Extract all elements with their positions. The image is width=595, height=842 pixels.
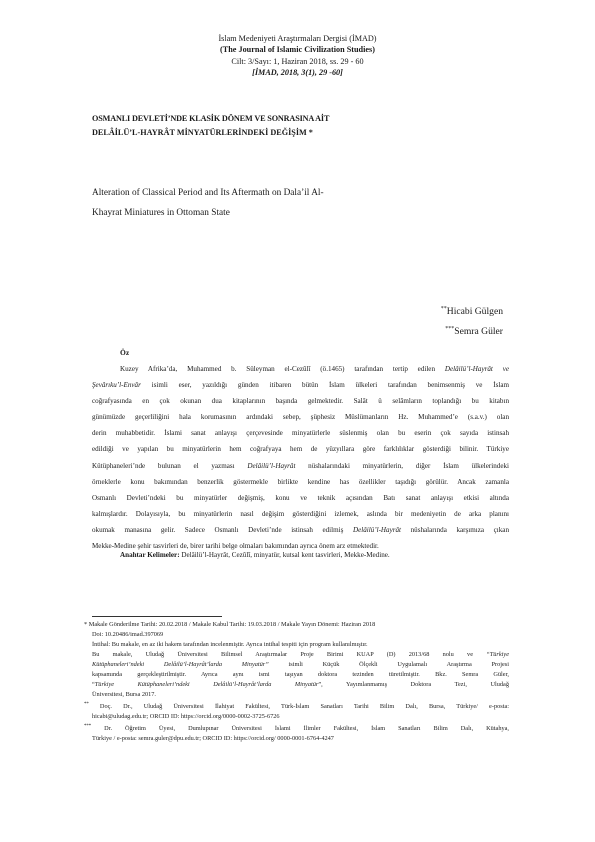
abstract-heading: Öz bbox=[120, 348, 130, 357]
footnote-project bbox=[84, 650, 509, 660]
abstract-line: kalmışlardır. Dolayısıyla, bu minyatürlerin nasıl değişim gösterdiğini izlemek, aslında bir medeniyetin de arka planını bbox=[92, 509, 509, 518]
footnote-text: isimli Küçük Ölçekli Uygulamalı Araştırma Projesi bbox=[268, 661, 509, 668]
footnote-author-2 bbox=[84, 722, 509, 734]
footnote-plagiarism: İntihal: Bu makale, en az iki hakem tarafından incelenmiştir. Ayrıca intihal tespiti için program kullanılmıştır. bbox=[92, 641, 368, 648]
abstract-line bbox=[92, 458, 509, 474]
footnote-italic: Türkiye Kütüphaneleri’ndeki Delâilü’l-Hayrât’larda Minyatür bbox=[94, 681, 319, 688]
abstract-text: nüshalarındaki minyatürlerin, diğer İslam ülkelerindeki bbox=[295, 461, 509, 470]
journal-citation: [İMAD, 2018, 3(1), 29 -60] bbox=[252, 68, 343, 77]
author-1-mark: ** bbox=[440, 306, 447, 312]
article-title-tr bbox=[92, 112, 512, 140]
footnote-text: “ bbox=[92, 681, 95, 688]
abstract-text: Kuzey Afrika’da, Muhammed b. Süleyman el-Cezûlî (ö.1465) tarafından tertip edilen bbox=[120, 365, 445, 373]
title-tr-line-2: DELÂİLÜ’L-HAYRÂT MİNYATÜRLERİNDEKİ DEĞİŞİM * bbox=[92, 128, 313, 137]
footnote-dates: * Makale Gönderilme Tarihi: 20.02.2018 / Makale Kabul Tarihi: 19.03.2018 / Makale Yayın Dönemi: Haziran 2018 bbox=[84, 621, 376, 628]
author-1-name: Hicabi Gülgen bbox=[446, 306, 503, 318]
footnotes bbox=[84, 620, 509, 744]
footnote-italic: “Türkiye bbox=[486, 651, 509, 658]
keywords-text: Delâilü’l-Hayrât, Cezûlî, minyatür, kutsal kent tasvirleri, Mekke-Medine. bbox=[179, 551, 390, 559]
abstract-line bbox=[92, 377, 509, 393]
abstract-line bbox=[92, 361, 509, 377]
abstract-line: edildiği ve yapılan bu minyatürlerin hem coğrafyaya hem de yüzyıllara göre farklılıklar gösterdiği bilinir. Türkiye bbox=[92, 445, 509, 454]
abstract-line: coğrafyasında en çok okunan dua kitaplarının başında gelmektedir. Salât ü selâmların toplandığı bu kitabın bbox=[92, 397, 509, 406]
footnote-project: kapsamında gerçekleştirilmiştir. Ayrıca aynı ismi taşıyan doktora tezinden türetilmiştir. Bkz. Semra Güler, bbox=[92, 671, 509, 678]
footnote-text: ”, Yayımlanmamış Doktora Tezi, Uludağ bbox=[318, 681, 509, 688]
footnote-author-2-contact: Türkiye / e-posta: semra.guler@dpu.edu.tr; ORCID ID: https://orcid.org/ 0000-0001-6764-4247 bbox=[92, 735, 334, 743]
footnote-divider bbox=[92, 616, 222, 617]
author-1 bbox=[441, 306, 503, 317]
footnote-author-1 bbox=[84, 700, 509, 712]
footnote-mark: ** bbox=[84, 702, 89, 707]
abstract-line: Osmanlı Devleti’ndeki bu minyatürler değişmiş, konu ve teknik açısından Batı sanat anlayışı etkisi altında bbox=[92, 493, 509, 502]
footnote-project bbox=[84, 660, 509, 670]
footnote-text: Bu makale, Uludağ Üniversitesi Bilimsel Araştırmalar Proje Birimi KUAP (D) 2013/68 nolu ve bbox=[92, 651, 487, 658]
abstract-line: derin muhabbetidir. İslami sanat anlayışı çerçevesinde minyatürlerle süslenmiş olan bu eserin çok sayıda istinsah bbox=[92, 429, 509, 438]
footnote-project: Üniversitesi, Bursa 2017. bbox=[92, 691, 157, 698]
footnote-text: Dr. Öğretim Üyesi, Dumlupınar Üniversitesi İslami İlimler Fakültesi, İslam Sanatları Bilim Dalı, Kütahya, bbox=[91, 725, 509, 733]
abstract-text: Kütüphaneleri’nde bulunan el yazması bbox=[92, 461, 248, 470]
footnote-author-1-contact: hicabi@uludag.edu.tr; ORCID ID: https://orcid.org/0000-0002-3725-6726 bbox=[92, 713, 280, 721]
title-en-line-1: Alteration of Classical Period and Its Aftermath on Dala’il Al- bbox=[92, 188, 324, 198]
abstract-book-title: Delâilü’l-Hayrât bbox=[352, 525, 402, 534]
article-title-en bbox=[92, 183, 512, 223]
abstract-line: örneklerle konu bakımından benzerlik göstermekle birlikte kendine has özellikler taşıdığı görülür. Ancak zamanla bbox=[92, 477, 509, 486]
footnote-project bbox=[84, 680, 509, 690]
abstract-line: Mekke-Medine şehir tasvirleri de, birer tarihi belge olmaları bakımından ayrıca önem arz etmektedir. bbox=[92, 542, 379, 551]
journal-english-name: (The Journal of Islamic Civilization Studies) bbox=[220, 45, 375, 54]
abstract-line: günümüzde geçerliliğini hala korumasının ardındaki sebep, şüphesiz Müslümanların Hz. Muhammed’e (s.a.v.) olan bbox=[92, 413, 509, 422]
abstract-text: nüshalarında karşımıza çıkan bbox=[401, 525, 509, 534]
title-en-line-2: Khayrat Miniatures in Ottoman State bbox=[92, 208, 230, 218]
footnote-italic: Kütüphaneleri’ndeki Delâilü’l-Hayrât’larda Minyatür” bbox=[92, 661, 269, 668]
footnote-mark: *** bbox=[84, 724, 92, 730]
title-tr-line-1: OSMANLI DEVLETİ’NDE KLASİK DÖNEM VE SONRASINA AİT bbox=[92, 114, 330, 123]
keywords bbox=[120, 551, 390, 559]
abstract-body bbox=[92, 361, 509, 554]
journal-issue-info: Cilt: 3/Sayı: 1, Haziran 2018, ss. 29 - 60 bbox=[231, 57, 364, 66]
author-2-mark: *** bbox=[445, 326, 455, 332]
abstract-book-title: Delâilü’l-Hayrât ve bbox=[444, 365, 510, 373]
abstract-book-title: Şevârıku’l-Envâr bbox=[92, 381, 141, 390]
author-2-name: Semra Güler bbox=[454, 326, 503, 338]
footnote-doi: Doi: 10.20486/imad.397069 bbox=[92, 631, 164, 638]
author-2 bbox=[445, 326, 503, 337]
journal-name: İslam Medeniyeti Araştırmaları Dergisi (İMAD) bbox=[218, 34, 377, 43]
abstract-text: okumak manasına gelir. Sadece Osmanlı Devleti’nde istinsah edilmiş bbox=[92, 525, 353, 534]
abstract-line bbox=[92, 522, 509, 538]
keywords-label: Anahtar Kelimeler: bbox=[120, 551, 180, 559]
abstract-book-title: Delâilü’l-Hayrât bbox=[247, 461, 296, 470]
footnote-text: Doç. Dr., Uludağ Üniversitesi İlahiyat Fakültesi, Türk-İslam Sanatları Tarihi Bilim Dalı, Bursa, Türkiye/ e-posta: bbox=[88, 703, 509, 711]
abstract-text: isimli eser, yazıldığı günden itibaren bütün İslam ülkeleri tarafından benimsenmiş ve İslam bbox=[140, 381, 509, 390]
